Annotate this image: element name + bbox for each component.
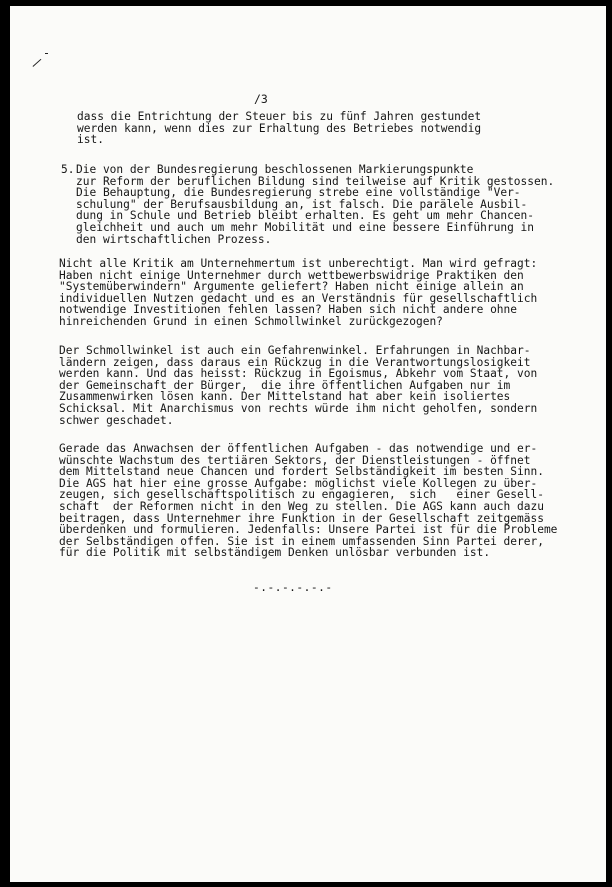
document-page <box>10 6 606 882</box>
paragraph-schmollwinkel: Der Schmollwinkel ist auch ein Gefahrenwinkel. Erfahrungen in Nachbar- ländern zeigen, dass daraus ein Rückzug in die Verantwortungslosigkeit werden kann. Und das heisst: Rückzug in Egoismus, Abkehr vom Staat, von der Gemeinschaft der Bürger, die ihre öffentlichen Aufgaben nur im Zusammenwirken lösen kann. Der Mittelstand hat aber kein isoliertes Schicksal. Mit Anarchismus von rechts würde ihm nicht geholfen, sondern schwer geschadet. <box>59 344 538 427</box>
end-of-text-mark: -.-.-.-.-.- <box>253 581 333 594</box>
paragraph-public-tasks: Gerade das Anwachsen der öffentlichen Aufgaben - das notwendige und er- wünschte Wachstum des tertiären Sektors, der Dienstleistungen - öffnet dem Mittelstand neue Chancen und fordert Selbständigkeit im besten Sinn. Die AGS hat hier eine grosse Aufgabe: möglichst viele Kollegen zu über- zeugen, sich gesellschaftspolitisch zu engagieren, sich einer Gesell- schaft der Reformen nicht in den Weg zu stellen. Die AGS kann auch dazu beitragen, dass Unternehmer ihre Funktion in der Gesellschaft zeitgemäss überdenken und formulieren. Jedenfalls: Unsere Partei ist für die Probleme der Selbständigen offen. Sie ist in einem umfassenden Sinn Partei derer, für die Politik mit selbständigem Denken unlösbar verbunden ist. <box>59 442 558 560</box>
pen-dot-mark <box>45 53 48 54</box>
paragraph-criticism: Nicht alle Kritik am Unternehmertum ist unberechtigt. Man wird gefragt: Haben nicht einige Unternehmer durch wettbewerbswidrige Praktiken den "Systemüberwindern" Argumente geliefert? Haben nicht einige allein an individuellen Nutzen gedacht und es an Verständnis für gesellschaftlich notwendige Investitionen fehlen lassen? Haben sich nicht andere ohne hinreichenden Grund in einen Schmollwinkel zurückgezogen? <box>59 257 538 328</box>
paragraph-continuation: dass die Entrichtung der Steuer bis zu fünf Jahren gestundet werden kann, wenn dies zur Erhaltung des Betriebes notwendig ist. <box>77 110 482 147</box>
pen-stroke-mark <box>33 59 42 67</box>
paragraph-vocational-reform: Die von der Bundesregierung beschlossenen Markierungspunkte zur Reform der beruflichen Bildung sind teilweise auf Kritik gestossen. Die Behauptung, die Bundesregierung strebe eine vollständige "Ver- schulung" der Berufsausbildung an, ist falsch. Die parälele Ausbil- dung in Schule und Betrieb bleibt erhalten. Es geht um mehr Chancen- gleichheit und auch um mehr Mobilität und eine bessere Einführung in den wirtschaftlichen Prozess. <box>76 163 555 246</box>
page-number: /3 <box>254 92 268 106</box>
list-item-number: 5. <box>61 163 75 176</box>
